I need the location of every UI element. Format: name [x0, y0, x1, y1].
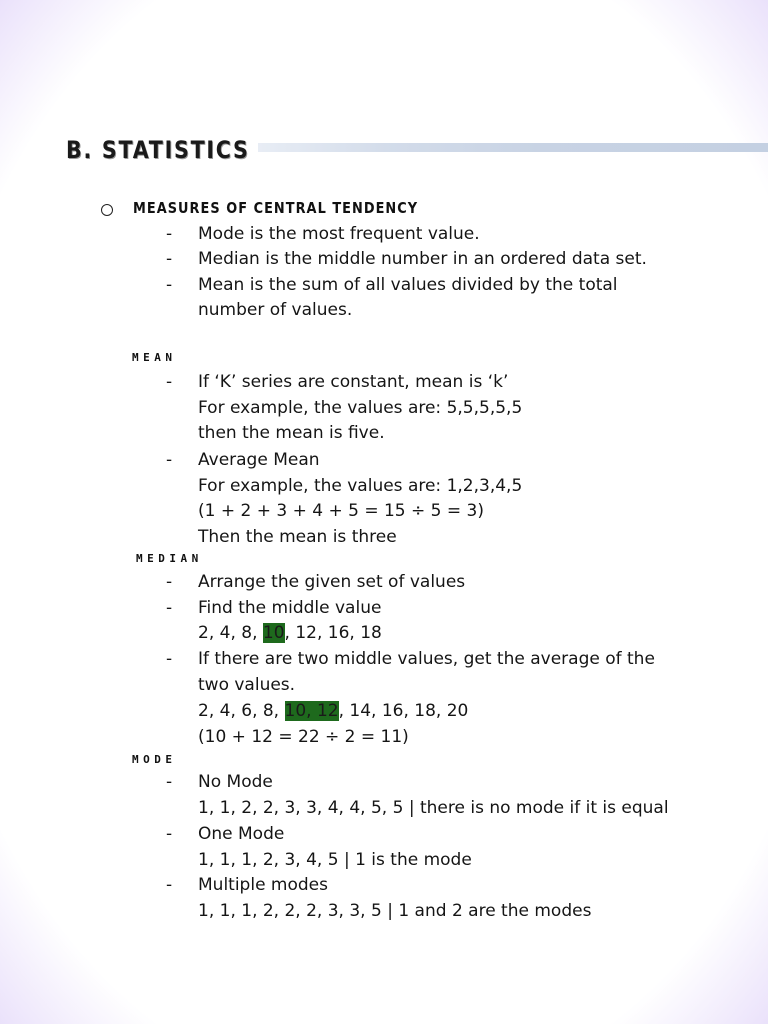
multiple-modes-example: 1, 1, 1, 2, 2, 2, 3, 3, 5 | 1 and 2 are the modes: [198, 901, 592, 921]
page-title: B. STATISTICS: [66, 136, 250, 164]
mean-result: Then the mean is three: [198, 527, 397, 547]
median-calculation: (10 + 12 = 22 ÷ 2 = 11): [198, 727, 409, 747]
median-two-middle-rule: If there are two middle values, get the average of the: [198, 649, 655, 669]
mean-example-line: then the mean is five.: [198, 423, 385, 443]
list-dash: -: [166, 649, 173, 669]
median-highlight: 10, 12: [284, 701, 339, 721]
median-highlight: 10: [262, 623, 285, 643]
median-example-odd: 2, 4, 8, 10, 12, 16, 18: [198, 623, 382, 643]
list-dash: -: [166, 372, 173, 392]
list-dash: -: [166, 772, 173, 792]
section-heading: MEASURES OF CENTRAL TENDENCY: [133, 199, 419, 217]
list-dash: -: [166, 824, 173, 844]
no-mode-label: No Mode: [198, 772, 273, 792]
one-mode-label: One Mode: [198, 824, 285, 844]
mean-heading: MEAN: [132, 351, 177, 364]
mode-heading: MODE: [132, 753, 177, 766]
median-step-find: Find the middle value: [198, 598, 382, 618]
mean-constant-rule: If ‘K’ series are constant, mean is ‘k’: [198, 372, 509, 392]
mean-definition-cont: number of values.: [198, 300, 353, 320]
mean-definition: Mean is the sum of all values divided by the total: [198, 275, 618, 295]
median-heading: MEDIAN: [136, 552, 203, 565]
list-dash: -: [166, 224, 173, 244]
list-dash: -: [166, 598, 173, 618]
list-dash: -: [166, 249, 173, 269]
mean-calculation: (1 + 2 + 3 + 4 + 5 = 15 ÷ 5 = 3): [198, 501, 484, 521]
circle-bullet-icon: [101, 204, 113, 216]
mean-example-line: For example, the values are: 1,2,3,4,5: [198, 476, 523, 496]
one-mode-example: 1, 1, 1, 2, 3, 4, 5 | 1 is the mode: [198, 850, 472, 870]
no-mode-example: 1, 1, 2, 2, 3, 3, 4, 4, 5, 5 | there is no mode if it is equal: [198, 798, 669, 818]
list-dash: -: [166, 450, 173, 470]
average-mean-label: Average Mean: [198, 450, 320, 470]
median-definition: Median is the middle number in an ordered data set.: [198, 249, 647, 269]
multiple-modes-label: Multiple modes: [198, 875, 328, 895]
median-example-even: 2, 4, 6, 8, 10, 12, 14, 16, 18, 20: [198, 701, 469, 721]
list-dash: -: [166, 275, 173, 295]
mode-definition: Mode is the most frequent value.: [198, 224, 480, 244]
title-underline-bar: [258, 143, 768, 152]
list-dash: -: [166, 572, 173, 592]
mean-example-line: For example, the values are: 5,5,5,5,5: [198, 398, 523, 418]
median-step-arrange: Arrange the given set of values: [198, 572, 466, 592]
median-two-middle-rule-cont: two values.: [198, 675, 296, 695]
list-dash: -: [166, 875, 173, 895]
